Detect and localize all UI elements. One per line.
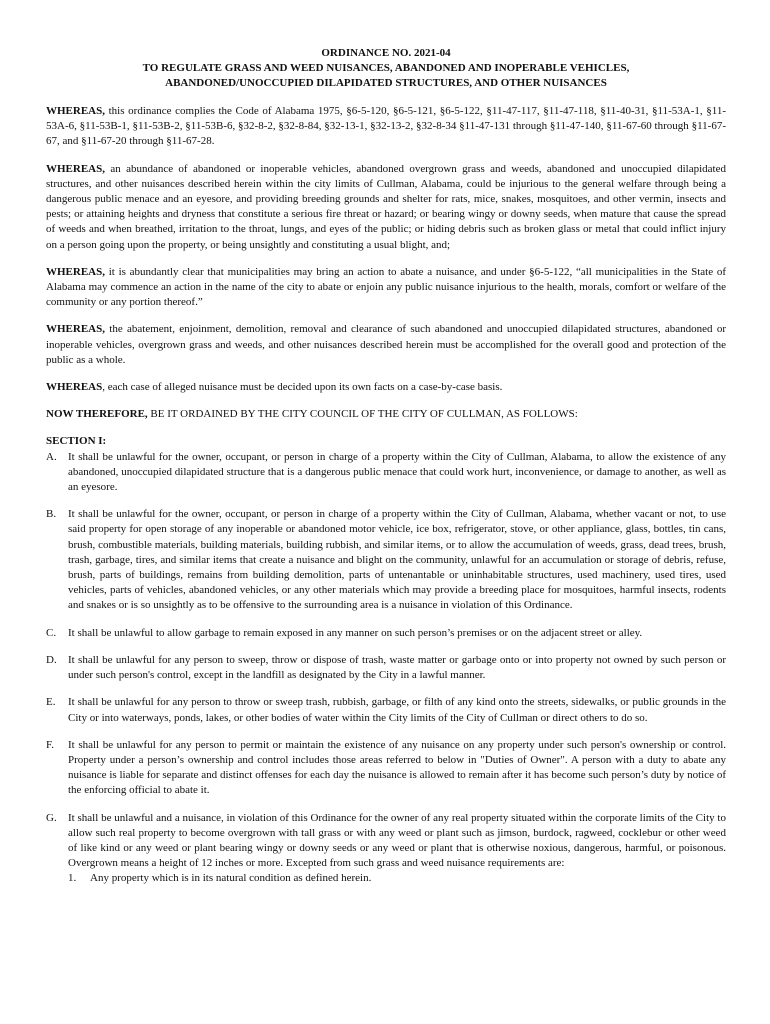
item-text: It shall be unlawful to allow garbage to remain exposed in any manner on such person’s premises or on the adjacent street or alley.	[68, 626, 643, 639]
section-item	[46, 507, 726, 613]
item-text-container	[68, 811, 726, 887]
section-heading: SECTION I:	[46, 435, 107, 448]
item-label: E.	[46, 696, 56, 709]
ordinance-number: ORDINANCE NO. 2021-04	[321, 47, 451, 59]
item-text: It shall be unlawful for the owner, occupant, or person in charge of a property within the City of Cullman, Alabama, whether vacant or not, to use said property for open storage of any inoperable or abandoned motor vehicle, ice box, refrigerator, stove, or other appliance, glass, bottles, tin cans, brush, combustible materials, building materials, building rubbish, and similar items, or to allow the accumulation of weeds, grass, dead trees, brush, trash, garbage, tires, and similar items that create a nuisance and blight on the community, unlawful for an accumulation or storage of debris, refuse, brush, parts of buildings, remains from building demolition, parts of untenantable or uninhabitable structures, used machinery, used tires, used vehicles, parts of vehicles, abandoned vehicles, or any other materials which may provide a breeding place for mosquitoes, harmful insects, rodents and snakes or is so unsightly as to be offensive to the surrounding area is a nuisance in violation of this Ordinance.	[68, 508, 726, 612]
whereas-paragraph	[46, 162, 726, 253]
sub-item-text: Any property which is in its natural condition as defined herein.	[90, 872, 372, 885]
whereas-text: , each case of alleged nuisance must be decided upon its own facts on a case-by-case basis.	[102, 381, 503, 394]
whereas-lead: WHEREAS,	[46, 162, 105, 175]
item-label: G.	[46, 811, 57, 824]
whereas-lead: WHEREAS,	[46, 105, 105, 117]
whereas-paragraph	[46, 380, 726, 395]
now-therefore-text: BE IT ORDAINED BY THE CITY COUNCIL OF THE CITY OF CULLMAN, AS FOLLOWS:	[147, 408, 578, 421]
ordinance-title-line-2: ABANDONED/UNOCCUPIED DILAPIDATED STRUCTURES, AND OTHER NUISANCES	[165, 77, 607, 89]
item-label: C.	[46, 626, 57, 639]
whereas-text: the abatement, enjoinment, demolition, removal and clearance of such abandoned and unoccupied dilapidated structures, abandoned or inoperable vehicles, overgrown grass and weeds, and other nuisances described herein must be accomplished for the overall good and protection of the public as a whole.	[46, 323, 726, 366]
section-item	[46, 626, 726, 641]
section-item	[46, 450, 726, 496]
whereas-lead: WHEREAS	[46, 381, 103, 394]
whereas-paragraph	[46, 322, 726, 368]
item-label: F.	[46, 738, 54, 751]
now-therefore-lead: NOW THEREFORE,	[46, 408, 148, 421]
item-label: B.	[46, 508, 57, 521]
whereas-text: it is abundantly clear that municipalities may bring an action to abate a nuisance, and under §6-5-122, “all municipalities in the State of Alabama may commence an action in the name of the city to abate or enjoin any public nuisance injurious to the health, morals, comfort or welfare of the community or any portion thereof.”	[46, 265, 726, 309]
section-item	[46, 695, 726, 725]
section-item	[46, 811, 726, 887]
sub-item-label: 1.	[68, 872, 77, 885]
item-text: It shall be unlawful for any person to permit or maintain the existence of any nuisance on any property under such person's ownership or control. Property under a person’s ownership and control includes those areas referred to below in "Duties of Owner". A person with a duty to abate any nuisance is liable for separate and distinct offenses for each day the nuisance is allowed to remain after it has become such person’s duty by notice of the enforcing official to abate it.	[68, 738, 726, 797]
ordinance-title-line-1: TO REGULATE GRASS AND WEED NUISANCES, ABANDONED AND INOPERABLE VEHICLES,	[142, 62, 630, 74]
item-label: A.	[46, 450, 57, 463]
now-therefore-paragraph	[46, 407, 726, 422]
ordinance-title	[46, 46, 726, 91]
item-text: It shall be unlawful and a nuisance, in violation of this Ordinance for the owner of any real property situated within the corporate limits of the City to allow such real property to become overgrown with tall grass or with any weed or plant such as jimson, burdock, ragweed, cocklebur or other weed of like kind or any weed or plant bearing wingy or downy seeds or any weed or plant that is otherwise noxious, dangerous, harmful, or poisonous. Overgrown means a height of 12 inches or more. Excepted from such grass and weed nuisance requirements are:	[68, 811, 726, 870]
whereas-text: this ordinance complies the Code of Alabama 1975, §6-5-120, §6-5-121, §6-5-122, §11-47-117, §11-47-118, §11-40-31, §11-53A-1, §11-53A-6, §11-53B-1, §11-53B-2, §11-53B-6, §32-8-2, §32-8-84, §32-13-1, §32-13-2, §32-8-34 §11-47-131 through §11-47-140, §11-67-60 through §11-67-67, and §11-67-20 through §11-67-28.	[46, 105, 726, 148]
item-text: It shall be unlawful for any person to throw or sweep trash, rubbish, garbage, or filth of any kind onto the streets, sidewalks, or public grounds in the City or into waterways, ponds, lakes, or other bodies of water within the City limits of the City of Cullman or direct others to do so.	[68, 696, 726, 724]
whereas-paragraph	[46, 265, 726, 311]
whereas-text: an abundance of abandoned or inoperable vehicles, abandoned overgrown grass and weeds, abandoned and unoccupied dilapidated structures, and other nuisances described herein within the city limits of Cullman, Alabama, could be injurious to the general welfare through being a dangerous public menace and an eyesore, and providing breeding grounds and shelter for rats, mice, snakes, mosquitoes, and other vermin, insects and pests; or attaining heights and dryness that constitute a serious fire threat or hazard; or bearing wingy or downy seeds, when mature that cause the spread of weeds and when breathed, irritation to the throat, lungs, and eyes of the public; or hiding debris such as broken glass or metal that could inflict injury on a person going upon the property, or being unsightly and constituting a usual blight, and;	[46, 162, 726, 251]
item-text: It shall be unlawful for the owner, occupant, or person in charge of a property within the City of Cullman, Alabama, to allow the existence of any abandoned, unoccupied dilapidated structure that is a dangerous public menace that could work hurt, inconvenience, or damage to another, as well as an eyesore.	[68, 450, 726, 494]
whereas-paragraph	[46, 104, 726, 150]
section-item	[46, 653, 726, 683]
item-label: D.	[46, 653, 57, 666]
whereas-lead: WHEREAS,	[46, 323, 105, 336]
whereas-lead: WHEREAS,	[46, 265, 105, 278]
section-item	[46, 738, 726, 799]
item-text: It shall be unlawful for any person to sweep, throw or dispose of trash, waste matter or garbage onto or into property not owned by such person or under such person's control, except in the landfill as designated by the City in a lawful manner.	[68, 653, 726, 682]
sub-item	[68, 871, 726, 886]
